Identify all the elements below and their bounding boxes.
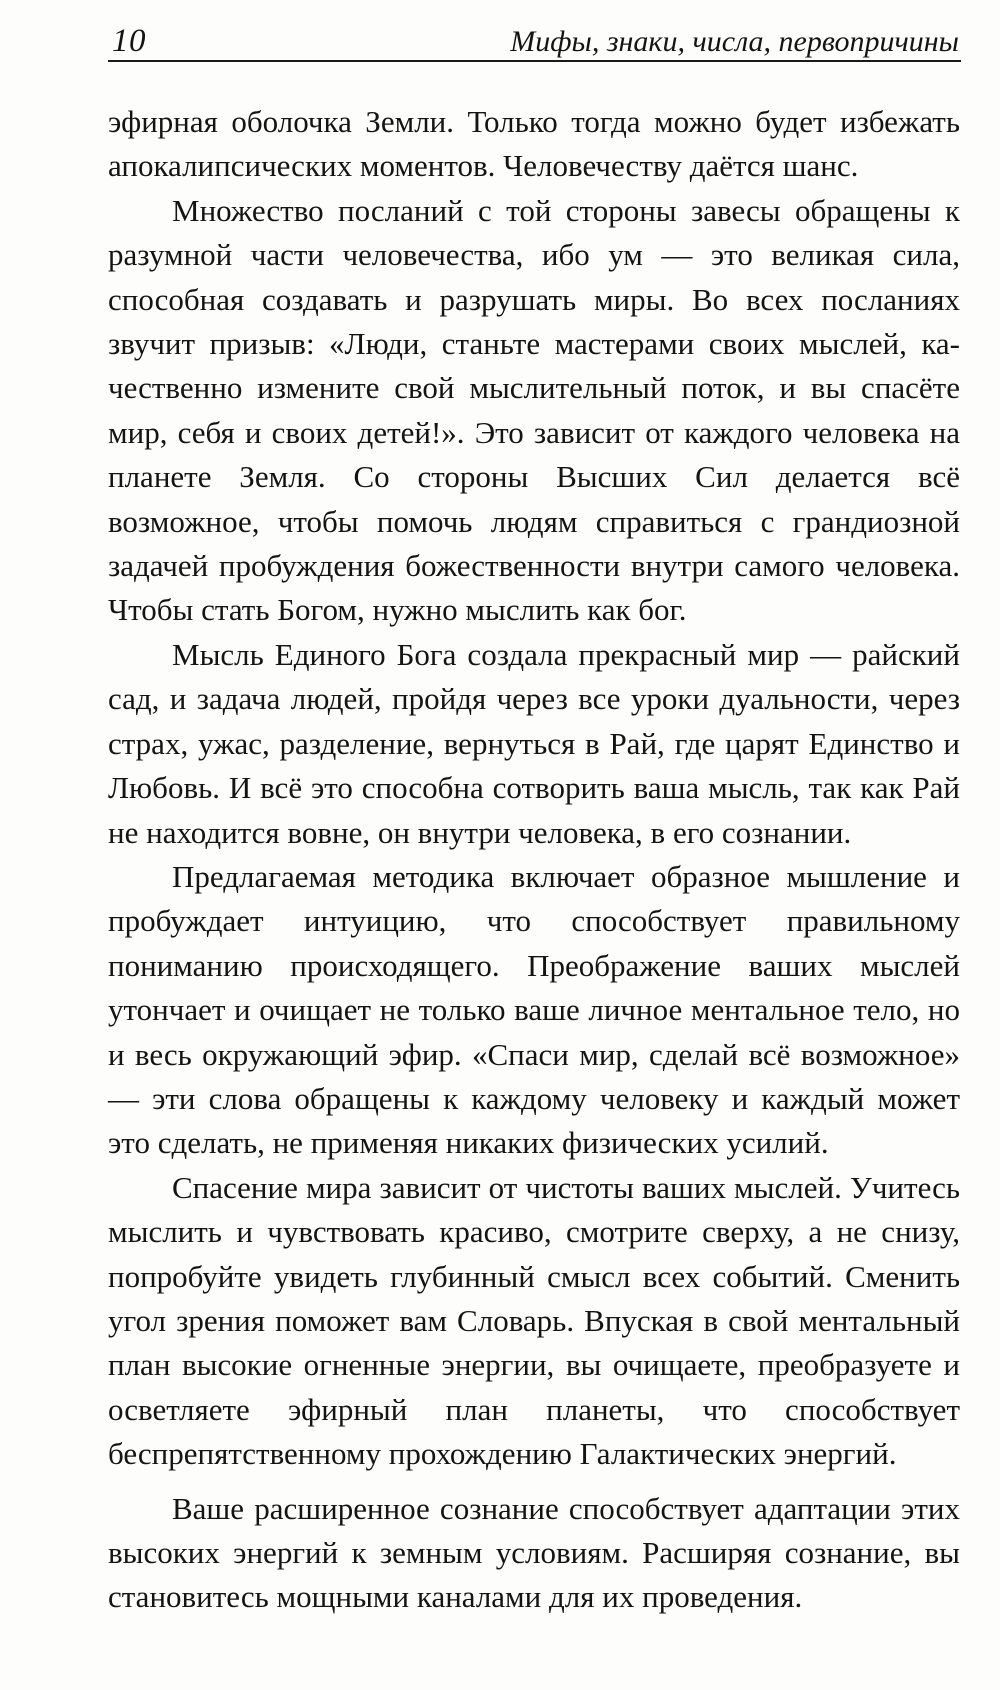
paragraph: Множество посланий с той стороны завесы обращены к разумной части человечества, ибо ум — это великая сила, способная создавать и разрушать миры. Во всех посланиях звучит призыв: «Люди, станьте мастерами своих мыслей, качественно измените свой мыслительный поток, и вы спасёте мир, себя и своих детей!». Это зависит от каждого человека на планете Земля. Со стороны Высших Сил делается всё возможное, чтобы помочь людям справиться с грандиозной задачей пробуждения божественности внутри самого человека. Чтобы стать Богом, нужно мыслить как бог. — [108, 192, 960, 628]
page-header — [108, 18, 961, 62]
paragraph: Мысль Единого Бога создала прекрасный мир — райский сад, и задача людей, пройдя через все уроки дуальности, через страх, ужас, разделение, вернуться в Рай, где царят Единство и Любовь. И всё это способна сотворить ваша мысль, так как Рай не находится вовне, он внутри человека, в его сознании. — [108, 636, 960, 850]
paragraph: Спасение мира зависит от чистоты ваших мыслей. Учитесь мыслить и чувствовать красиво, смотрите сверху, а не снизу, попробуйте увидеть глубинный смысл всех событий. Сменить угол зрения поможет вам Словарь. Впуская в свой ментальный план высокие огненные энергии, вы очищаете, преобразуете и осветляете эфирный план планеты, что способствует беспрепятственному прохождению Галактических энергий. — [108, 1169, 960, 1472]
running-title: Мифы, знаки, числа, первопричины — [510, 25, 959, 58]
paragraph: Предлагаемая методика включает образное мышление и пробуждает интуицию, что способствует правильному пониманию происходящего. Преображение ваших мыслей утончает и очищает не только ваше личное ментальное тело, но и весь окружающий эфир. «Спаси мир, сделай всё возможное» — эти слова обращены к каждому человеку и каждый может это сделать, не применяя никаких физических усилий. — [108, 858, 960, 1161]
body-text — [108, 100, 960, 1620]
page-number: 10 — [112, 23, 146, 59]
paragraph-continued: эфирная оболочка Земли. Только тогда можно будет избежать апокалипсических моментов. Человечеству даётся шанс. — [108, 104, 960, 184]
paragraph: Ваше расширенное сознание способствует адаптации этих высоких энергий к земным условиям. Расширяя сознание, вы становитесь мощными каналами для их проведения. — [108, 1490, 960, 1615]
